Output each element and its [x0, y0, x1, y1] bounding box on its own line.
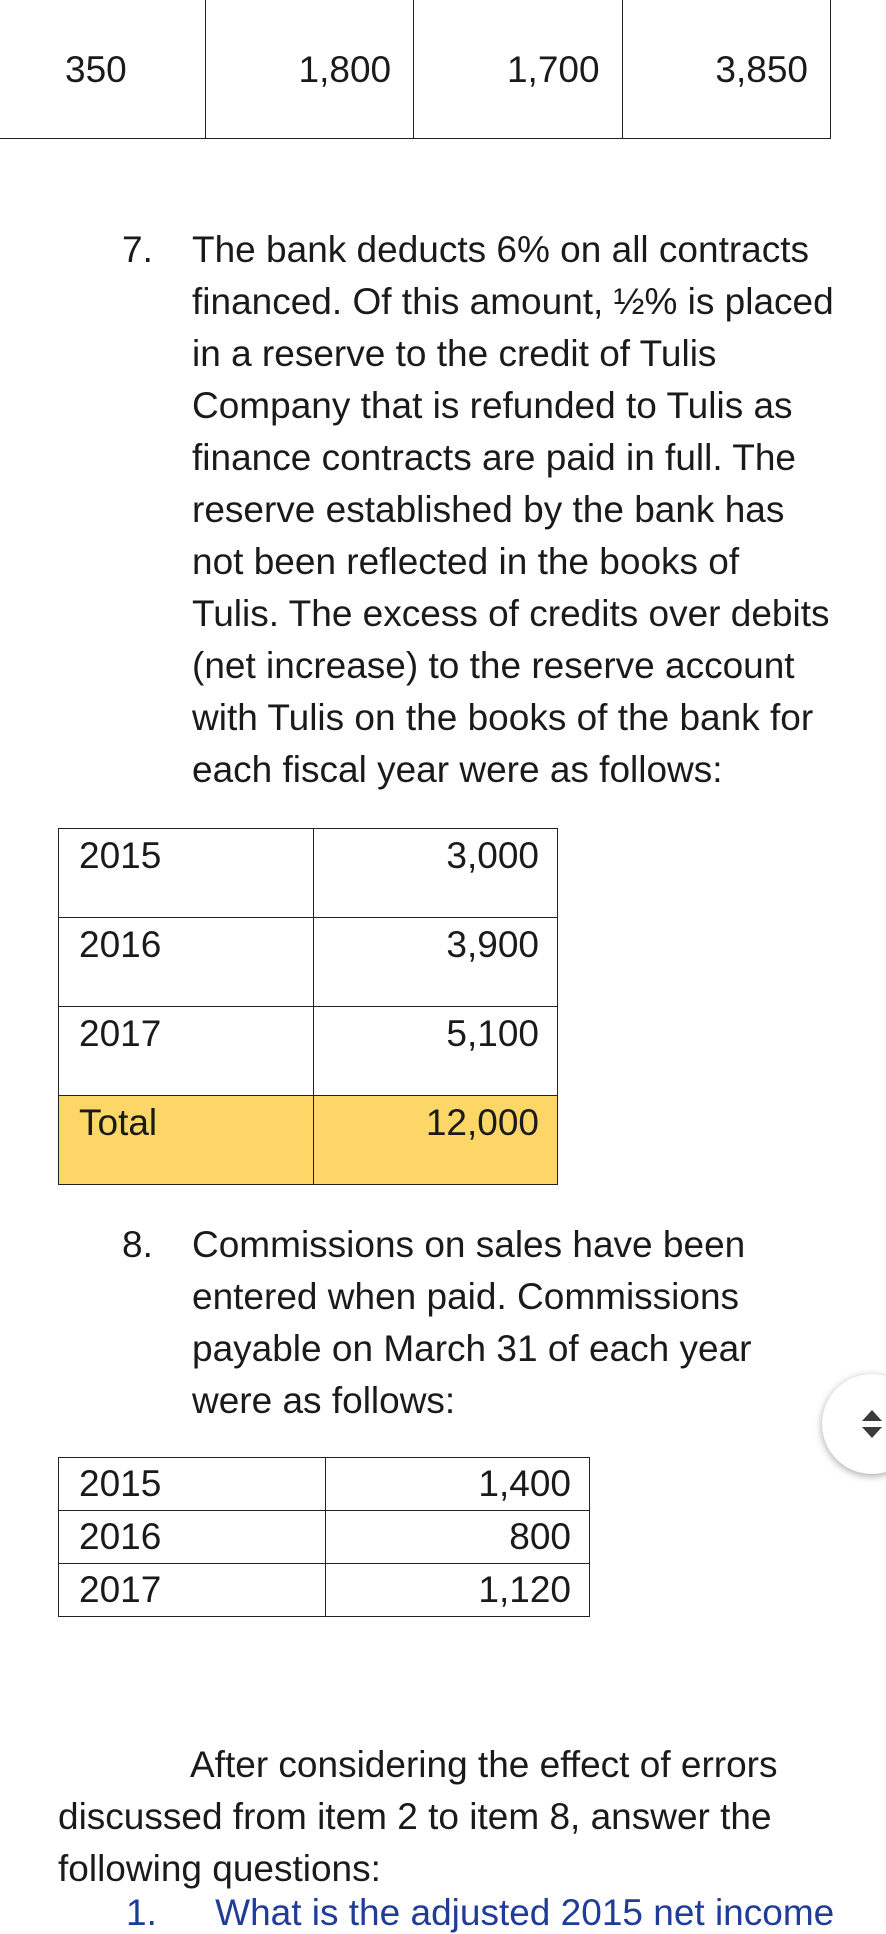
table-row	[59, 918, 558, 1007]
text-line: Company that is refunded to Tulis as	[192, 385, 793, 426]
text-line: each fiscal year were as follows:	[192, 749, 723, 790]
text-line: finance contracts are paid in full. The	[192, 437, 796, 478]
amount-cell: 3,000	[313, 829, 557, 918]
text-line: The bank deducts 6% on all contracts	[192, 229, 810, 270]
text-line: in a reserve to the credit of Tulis	[192, 333, 717, 374]
table-row	[59, 1564, 590, 1617]
top-partial-table	[0, 0, 831, 139]
total-amount: 12,000	[313, 1096, 557, 1185]
table-row	[59, 1458, 590, 1511]
item-number: 8.	[122, 1224, 153, 1265]
year-cell: 2017	[59, 1007, 314, 1096]
closing-paragraph: After considering the effect of errors discussed from item 2 to item 8, answer the following questions:	[58, 1744, 778, 1889]
table-row	[59, 829, 558, 918]
year-cell: 2016	[59, 918, 314, 1007]
item-number: 7.	[122, 229, 153, 270]
text-line: financed. Of this amount, ½% is placed	[192, 281, 834, 322]
question-1[interactable]	[126, 1892, 834, 1934]
list-item-7	[122, 224, 834, 796]
table-cell: 1,800	[205, 0, 413, 139]
amount-cell: 1,400	[325, 1458, 590, 1511]
amount-cell: 1,120	[325, 1564, 590, 1617]
amount-cell: 5,100	[313, 1007, 557, 1096]
text-line: reserve established by the bank has	[192, 489, 785, 530]
reserve-table	[58, 828, 558, 1185]
text-line: Tulis. The excess of credits over debits	[192, 593, 830, 634]
question-link-text[interactable]: What is the adjusted 2015 net income	[215, 1892, 835, 1933]
total-label: Total	[59, 1096, 314, 1185]
table-row	[59, 1007, 558, 1096]
text-line: payable on March 31 of each year	[192, 1328, 752, 1369]
item-text	[192, 1219, 834, 1427]
table-cell: 3,850	[622, 0, 830, 139]
up-down-arrows-icon	[852, 1404, 886, 1444]
total-row	[59, 1096, 558, 1185]
question-number: 1.	[126, 1892, 157, 1933]
table-cell: 350	[0, 0, 205, 139]
text-line: with Tulis on the books of the bank for	[192, 697, 814, 738]
table-cell: 1,700	[414, 0, 622, 139]
table-row	[59, 1511, 590, 1564]
table-row	[0, 0, 831, 139]
text-line: (net increase) to the reserve account	[192, 645, 795, 686]
year-cell: 2017	[59, 1564, 326, 1617]
list-item-8	[122, 1219, 834, 1427]
text-line: were as follows:	[192, 1380, 456, 1421]
amount-cell: 800	[325, 1511, 590, 1564]
text-line: entered when paid. Commissions	[192, 1276, 740, 1317]
commission-table	[58, 1457, 590, 1617]
text-line: not been reflected in the books of	[192, 541, 740, 582]
year-cell: 2015	[59, 1458, 326, 1511]
year-cell: 2015	[59, 829, 314, 918]
item-text	[192, 224, 834, 796]
year-cell: 2016	[59, 1511, 326, 1564]
amount-cell: 3,900	[313, 918, 557, 1007]
text-line: Commissions on sales have been	[192, 1224, 746, 1265]
